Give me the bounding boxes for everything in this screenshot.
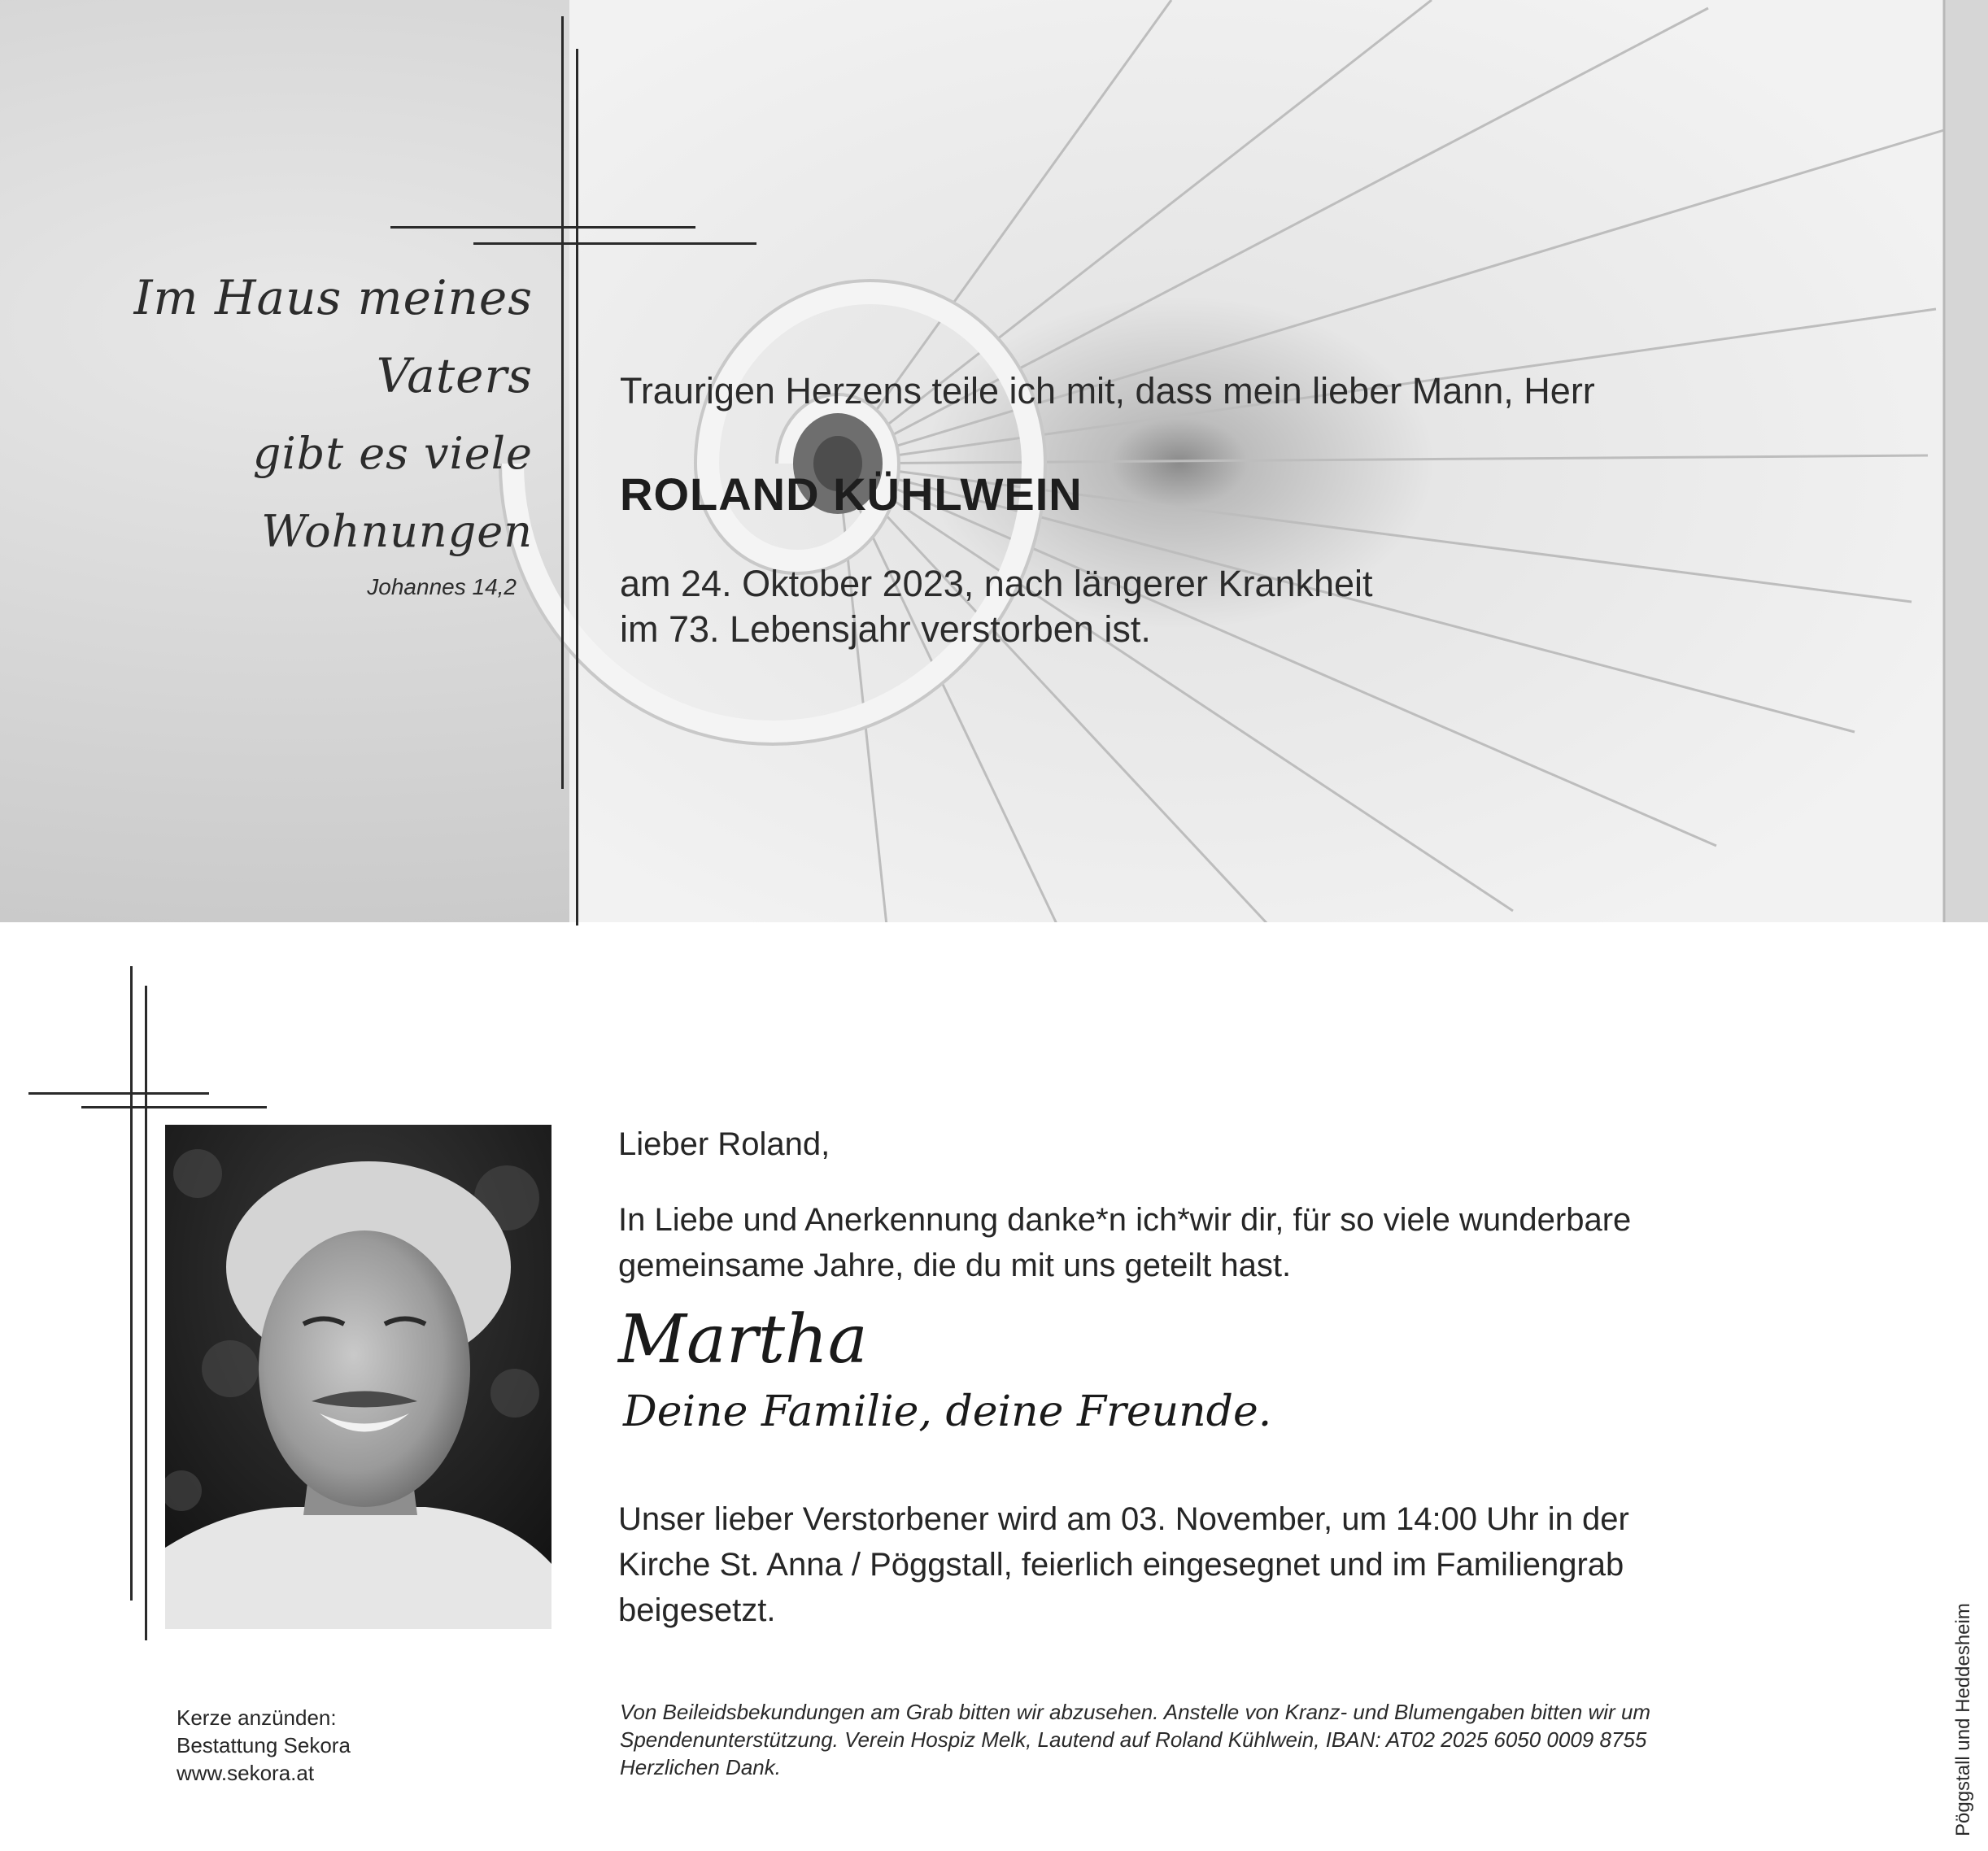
deceased-name: ROLAND KÜHLWEIN [620,468,1083,520]
ceremony-line-3: beigesetzt. [618,1592,776,1628]
death-line-2: im 73. Lebensjahr verstorben ist. [620,608,1151,650]
ceremony-text [618,1496,1629,1633]
cross-vertical-right [576,49,578,926]
cross-horizontal-bottom [473,242,756,245]
note-line-2: Spendenunterstützung. Verein Hospiz Melk, Lautend auf Roland Kühlwein, IBAN: AT02 2025 6050 0009 8755 [620,1727,1647,1752]
thanks-line-2: gemeinsame Jahre, die du mit uns geteilt hast. [618,1248,1292,1283]
quote-line-1: Im Haus meines Vaters [133,270,533,403]
candle-line-1: Kerze anzünden: [177,1705,337,1730]
note-line-3: Herzlichen Dank. [620,1755,781,1779]
candle-info [177,1704,351,1787]
candle-line-2: Bestattung Sekora [177,1733,351,1757]
signature [618,1301,1271,1444]
portrait-image [165,1125,551,1629]
death-notice [620,561,1373,652]
cross-vertical-left [561,16,564,789]
bottom-cross-horizontal-top [28,1092,209,1095]
donation-note [620,1698,1650,1781]
signature-family: Deine Familie, deine Freunde. [623,1387,1272,1436]
death-line-1: am 24. Oktober 2023, nach längerer Krankheit [620,563,1373,604]
thanks-line-1: In Liebe und Anerkennung danke*n ich*wir dir, für so viele wunderbare [618,1202,1632,1238]
note-line-1: Von Beileidsbekundungen am Grab bitten wir abzusehen. Anstelle von Kranz- und Blumengaben bitten wir um [620,1700,1651,1724]
intro-text: Traurigen Herzens teile ich mit, dass mein lieber Mann, Herr [620,370,1595,412]
quote-reference: Johannes 14,2 [367,574,517,599]
signature-name: Martha [618,1301,868,1378]
greeting: Lieber Roland, [618,1126,831,1162]
ceremony-line-1: Unser lieber Verstorbener wird am 03. November, um 14:00 Uhr in der [618,1501,1629,1537]
portrait-photo [165,1125,551,1629]
bottom-cross-vertical-right [145,986,147,1640]
bottom-cross-vertical-left [130,966,133,1601]
ceremony-line-2: Kirche St. Anna / Pöggstall, feierlich eingesegnet und im Familiengrab [618,1547,1624,1583]
cross-horizontal-top [390,226,695,229]
quote-line-2: gibt es viele Wohnungen [252,428,533,557]
candle-website-link[interactable]: www.sekora.at [177,1761,315,1785]
bible-quote [77,259,533,603]
thanks-text [618,1197,1631,1288]
side-location-text: Pöggstall und Heddesheim [1952,1603,1974,1836]
bottom-cross-horizontal-bottom [81,1106,267,1108]
